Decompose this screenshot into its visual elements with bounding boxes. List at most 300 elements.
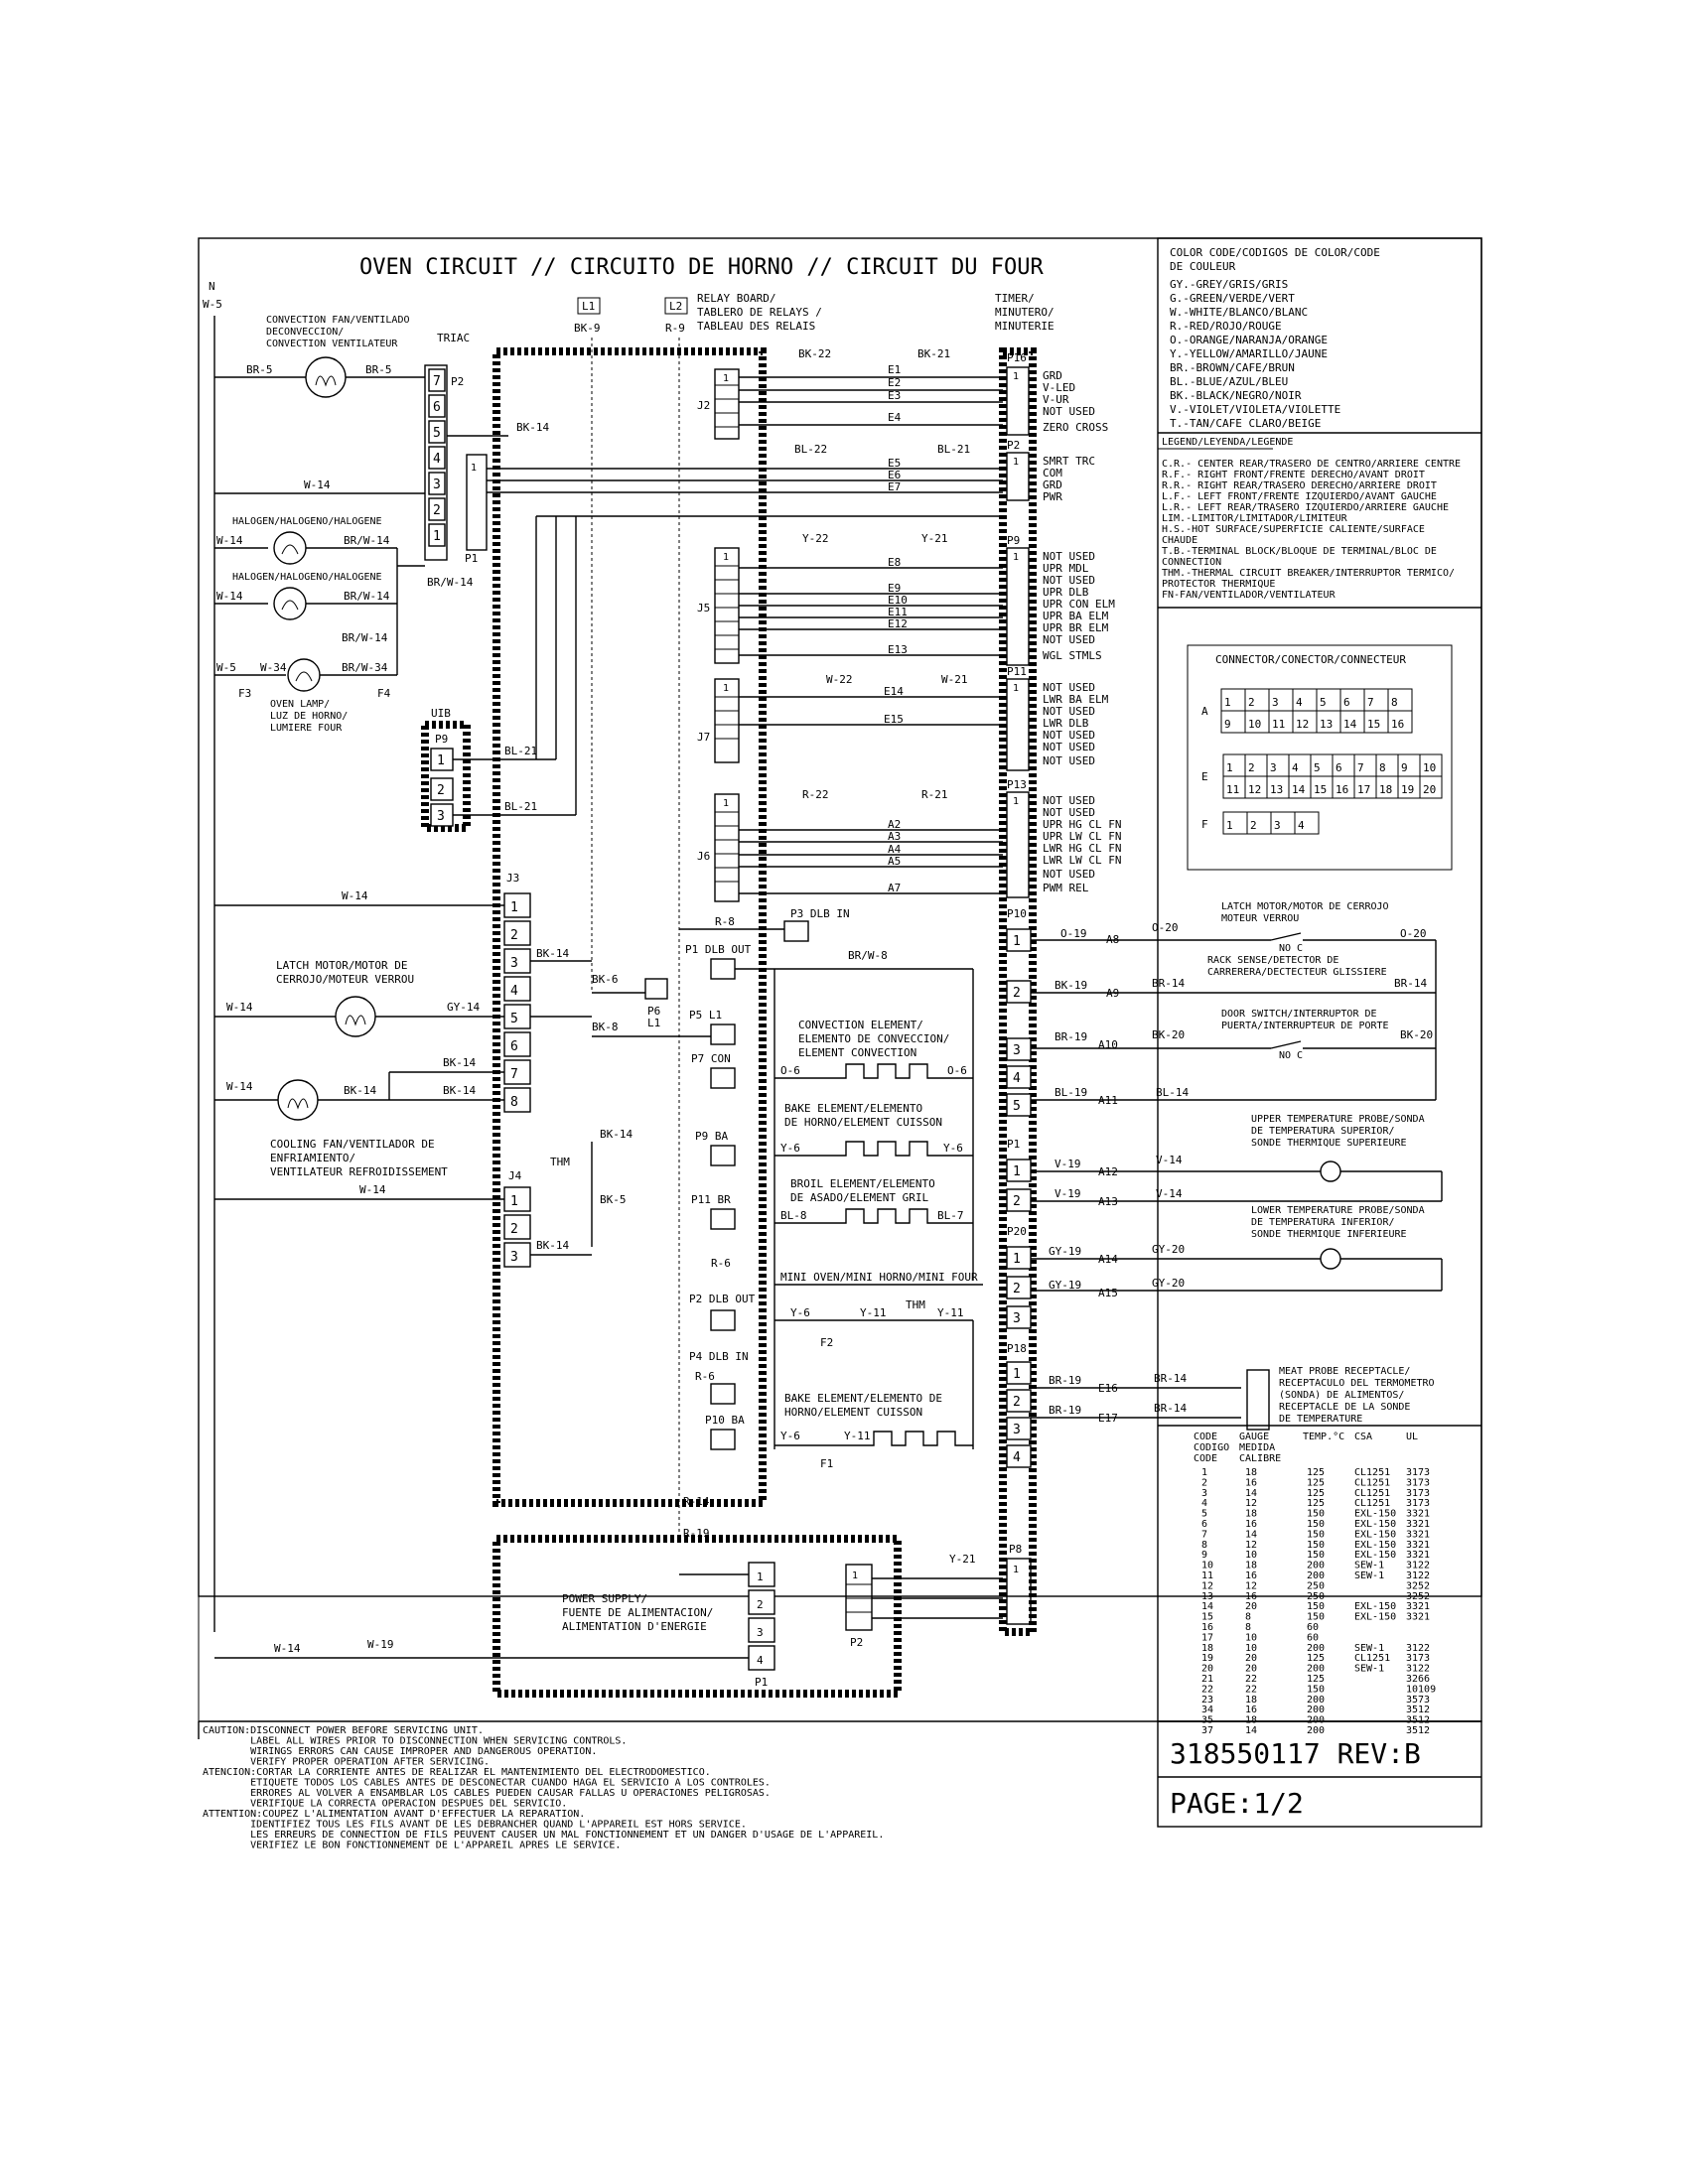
svg-text:1: 1 — [1013, 796, 1020, 807]
gauge-cell: 125 — [1307, 1467, 1326, 1478]
svg-text:BK-14: BK-14 — [344, 1084, 377, 1097]
svg-text:A12: A12 — [1098, 1165, 1118, 1178]
svg-text:E14: E14 — [884, 685, 904, 698]
svg-text:CHAUDE: CHAUDE — [1162, 535, 1198, 546]
convection-fan-label — [266, 315, 410, 349]
connector-e-pin: 12 — [1248, 783, 1262, 796]
svg-text:E8: E8 — [888, 556, 902, 569]
gauge-cell: 3122 — [1406, 1642, 1431, 1654]
gauge-cell: EXL-150 — [1354, 1508, 1397, 1520]
gauge-cell: SEW-1 — [1354, 1560, 1385, 1571]
svg-text:W-22: W-22 — [826, 673, 853, 686]
connector-e-pin: 6 — [1336, 761, 1342, 774]
gauge-cell: 23 — [1201, 1694, 1214, 1706]
svg-text:SONDE THERMIQUE INFERIEURE: SONDE THERMIQUE INFERIEURE — [1251, 1229, 1407, 1240]
svg-text:1: 1 — [1013, 1565, 1020, 1575]
svg-text:4: 4 — [757, 1654, 764, 1667]
svg-text:R.-RED/ROJO/ROUGE: R.-RED/ROJO/ROUGE — [1170, 320, 1282, 333]
svg-text:1: 1 — [510, 1194, 518, 1209]
gauge-cell: 3173 — [1406, 1498, 1431, 1510]
gauge-cell: 200 — [1307, 1642, 1326, 1654]
p4-dlb-in: P4 DLB IN — [689, 1350, 749, 1363]
svg-text:8: 8 — [510, 1095, 518, 1110]
timer-p13 — [1007, 778, 1121, 897]
svg-text:BK-20: BK-20 — [1152, 1028, 1186, 1041]
svg-text:W-19: W-19 — [367, 1638, 394, 1651]
svg-text:E11: E11 — [888, 606, 908, 618]
svg-text:DE TEMPERATURE: DE TEMPERATURE — [1279, 1414, 1363, 1425]
svg-text:BL-19: BL-19 — [1055, 1086, 1088, 1099]
svg-text:Y-6: Y-6 — [780, 1430, 800, 1442]
gauge-cell: 3266 — [1406, 1674, 1431, 1685]
gauge-cell: 18 — [1245, 1508, 1258, 1520]
svg-text:W-21: W-21 — [941, 673, 968, 686]
svg-text:DE COULEUR: DE COULEUR — [1170, 260, 1236, 273]
p5-l1: P5 L1 — [689, 1009, 723, 1022]
svg-text:1: 1 — [1013, 1164, 1021, 1179]
svg-text:H.S.-HOT SURFACE/SUPERFICIE CA: H.S.-HOT SURFACE/SUPERFICIE CALIENTE/SURFACE — [1162, 524, 1425, 535]
svg-text:7: 7 — [510, 1067, 518, 1082]
svg-text:P2: P2 — [850, 1636, 864, 1649]
gauge-cell: 8 — [1201, 1539, 1208, 1551]
svg-text:BR/W-14: BR/W-14 — [344, 534, 390, 547]
svg-text:A4: A4 — [888, 843, 902, 856]
gauge-cell: 35 — [1201, 1714, 1214, 1726]
gauge-cell: EXL-150 — [1354, 1601, 1397, 1613]
gauge-cell: 1 — [1201, 1467, 1208, 1478]
svg-text:P8: P8 — [1009, 1543, 1023, 1556]
gauge-cell: 12 — [1245, 1498, 1258, 1510]
cooling-fan-icon — [214, 1072, 504, 1178]
relay-j3 — [504, 872, 530, 1112]
svg-text:Y-21: Y-21 — [921, 532, 948, 545]
svg-text:V-14: V-14 — [1156, 1154, 1183, 1166]
bake-element — [774, 1102, 973, 1156]
gauge-cell: 22 — [1245, 1684, 1258, 1696]
svg-text:THM.-THERMAL CIRCUIT BREAKER/I: THM.-THERMAL CIRCUIT BREAKER/INTERRUPTOR TERMICO/ — [1162, 568, 1456, 579]
gauge-cell: 16 — [1201, 1622, 1214, 1633]
gauge-cell: 200 — [1307, 1714, 1326, 1726]
gauge-cell: 10 — [1245, 1632, 1258, 1644]
svg-text:TIMER/: TIMER/ — [995, 292, 1035, 305]
svg-text:BK-8: BK-8 — [592, 1021, 619, 1033]
svg-text:2: 2 — [437, 783, 445, 798]
caution-line: VERIFIEZ LE BON FONCTIONNEMENT DE L'APPAREIL APRES LE SERVICE. — [203, 1840, 622, 1851]
svg-text:1: 1 — [1013, 1367, 1021, 1382]
gauge-cell: 3 — [1201, 1487, 1208, 1499]
lower-temperature-probe — [1031, 1205, 1442, 1299]
l2-label: L2 — [669, 300, 683, 313]
gauge-cell: 3321 — [1406, 1539, 1431, 1551]
svg-text:MINUTERO/: MINUTERO/ — [995, 306, 1055, 319]
svg-text:LWR DLB: LWR DLB — [1043, 717, 1089, 730]
svg-text:2: 2 — [757, 1598, 764, 1611]
svg-text:P9: P9 — [435, 733, 449, 746]
timer-p1 — [1007, 1138, 1031, 1211]
svg-text:UPR MDL: UPR MDL — [1043, 562, 1089, 575]
svg-text:3: 3 — [437, 809, 445, 824]
gauge-cell: 3122 — [1406, 1560, 1431, 1571]
svg-text:HALOGEN/HALOGENO/HALOGENE: HALOGEN/HALOGENO/HALOGENE — [232, 516, 382, 527]
connector-e-pin: 2 — [1248, 761, 1255, 774]
svg-text:W-14: W-14 — [226, 1080, 253, 1093]
relay-j4 — [504, 1169, 530, 1267]
svg-text:4: 4 — [510, 984, 518, 999]
mini-oven-label: MINI OVEN/MINI HORNO/MINI FOUR — [780, 1271, 978, 1284]
svg-text:W-14: W-14 — [359, 1183, 386, 1196]
svg-text:CODIGO: CODIGO — [1194, 1442, 1230, 1453]
mini-oven-circuit — [774, 1298, 973, 1470]
svg-text:A10: A10 — [1098, 1038, 1118, 1051]
svg-text:1: 1 — [723, 373, 730, 384]
gauge-cell: 8 — [1245, 1622, 1252, 1633]
caution-line: IDENTIFIEZ TOUS LES FILS AVANT DE LES DEBRANCHER QUAND L'APPAREIL EST HORS SERVICE. — [203, 1819, 747, 1831]
uib-connector — [425, 707, 467, 828]
connector-e-pin: 17 — [1357, 783, 1371, 796]
svg-text:E3: E3 — [888, 389, 902, 402]
svg-text:GY.-GREY/GRIS/GRIS: GY.-GREY/GRIS/GRIS — [1170, 278, 1289, 291]
svg-text:E1: E1 — [888, 363, 902, 376]
svg-text:1: 1 — [757, 1570, 764, 1583]
gauge-cell: CL1251 — [1354, 1487, 1391, 1499]
timer-p10 — [1007, 907, 1031, 1116]
svg-text:2: 2 — [433, 503, 441, 518]
svg-text:GY-19: GY-19 — [1049, 1245, 1082, 1258]
connector-a-pin: 1 — [1224, 696, 1231, 709]
relay-j7 — [697, 679, 739, 762]
svg-text:BAKE ELEMENT/ELEMENTO: BAKE ELEMENT/ELEMENTO — [784, 1102, 923, 1115]
svg-text:W-5: W-5 — [216, 661, 236, 674]
p9-ba: P9 BA — [695, 1130, 729, 1143]
gauge-cell: 200 — [1307, 1560, 1326, 1571]
connector-e-pin: 19 — [1401, 783, 1415, 796]
svg-text:NOT USED: NOT USED — [1043, 633, 1095, 646]
svg-text:Y-11: Y-11 — [937, 1306, 964, 1319]
svg-text:E2: E2 — [888, 376, 902, 389]
svg-text:3: 3 — [1013, 1043, 1021, 1058]
svg-text:NOT USED: NOT USED — [1043, 681, 1095, 694]
svg-text:E10: E10 — [888, 594, 908, 607]
caution-line: ERRORES AL VOLVER A ENSAMBLAR LOS CABLES PUEDEN CAUSAR FALLAS U OPERACIONES PELIGROSAS. — [203, 1788, 771, 1799]
svg-text:E9: E9 — [888, 582, 902, 595]
svg-text:UPR CON ELM: UPR CON ELM — [1043, 598, 1115, 611]
svg-text:E5: E5 — [888, 457, 902, 470]
svg-text:L.F.- LEFT FRONT/FRENTE IZQUIE: L.F.- LEFT FRONT/FRENTE IZQUIERDO/AVANT GAUCHE — [1162, 491, 1437, 502]
svg-text:COOLING FAN/VENTILADOR DE: COOLING FAN/VENTILADOR DE — [270, 1138, 435, 1151]
svg-text:BK-21: BK-21 — [917, 347, 951, 360]
relay-j5 — [697, 548, 739, 663]
connector-a-pin: 13 — [1320, 718, 1334, 731]
rack-sense — [1031, 955, 1436, 1000]
svg-text:Y-6: Y-6 — [790, 1306, 810, 1319]
svg-text:BL-7: BL-7 — [937, 1209, 964, 1222]
gauge-cell: 16 — [1245, 1705, 1258, 1716]
svg-text:LUZ DE HORNO/: LUZ DE HORNO/ — [270, 711, 349, 722]
svg-text:2: 2 — [1013, 1194, 1021, 1209]
svg-text:DE TEMPERATURA INFERIOR/: DE TEMPERATURA INFERIOR/ — [1251, 1217, 1395, 1228]
gauge-cell: CL1251 — [1354, 1477, 1391, 1489]
svg-text:W-14: W-14 — [226, 1001, 253, 1014]
svg-text:R-6: R-6 — [695, 1370, 715, 1383]
svg-text:3: 3 — [1013, 1423, 1021, 1437]
svg-text:F1: F1 — [820, 1457, 834, 1470]
svg-text:GRD: GRD — [1043, 478, 1062, 491]
gauge-cell: 5 — [1201, 1508, 1208, 1520]
svg-text:1: 1 — [1013, 371, 1020, 382]
svg-text:5: 5 — [510, 1012, 518, 1026]
svg-text:2: 2 — [1013, 986, 1021, 1001]
timer-p2 — [1007, 439, 1095, 503]
p2-dlb-out: P2 DLB OUT — [689, 1293, 756, 1305]
connector-a-pin: 2 — [1248, 696, 1255, 709]
svg-text:E15: E15 — [884, 713, 904, 726]
svg-text:A5: A5 — [888, 855, 902, 868]
connector-e-pin: 16 — [1336, 783, 1349, 796]
connector-e-pin: 5 — [1314, 761, 1321, 774]
broil-element — [774, 1177, 973, 1223]
gauge-cell: 17 — [1201, 1632, 1214, 1644]
svg-text:UPR BA ELM: UPR BA ELM — [1043, 610, 1109, 622]
gauge-cell: 18 — [1245, 1714, 1258, 1726]
gauge-cell: 18 — [1245, 1467, 1258, 1478]
svg-text:ELEMENTO DE CONVECCION/: ELEMENTO DE CONVECCION/ — [798, 1032, 950, 1045]
gauge-cell: 200 — [1307, 1694, 1326, 1706]
svg-text:W-14: W-14 — [274, 1642, 301, 1655]
caution-line: ETIQUETE TODOS LOS CABLES ANTES DE DESCONECTAR CUANDO HAGA EL SERVICIO A LOS CONTROLES. — [203, 1777, 771, 1789]
relay-j2 — [697, 369, 739, 439]
gauge-cell: 14 — [1245, 1725, 1258, 1736]
connector-f-pin: 4 — [1298, 819, 1305, 832]
convection-fan-motor-icon — [306, 357, 346, 397]
gauge-cell: 10 — [1245, 1550, 1258, 1562]
svg-text:1: 1 — [1013, 934, 1021, 949]
svg-text:LWR BA ELM: LWR BA ELM — [1043, 693, 1109, 706]
svg-text:R-9: R-9 — [665, 322, 685, 335]
svg-text:V.-VIOLET/VIOLETA/VIOLETTE: V.-VIOLET/VIOLETA/VIOLETTE — [1170, 403, 1341, 416]
svg-text:CSA: CSA — [1354, 1432, 1373, 1442]
svg-text:BR/W-14: BR/W-14 — [342, 631, 388, 644]
gauge-cell: 3512 — [1406, 1705, 1431, 1716]
svg-text:J6: J6 — [697, 850, 711, 863]
gauge-cell: EXL-150 — [1354, 1519, 1397, 1530]
svg-text:P16: P16 — [1007, 351, 1027, 364]
svg-text:P9: P9 — [1007, 534, 1021, 547]
svg-text:A2: A2 — [888, 818, 902, 831]
gauge-cell: 18 — [1245, 1694, 1258, 1706]
svg-text:Y-11: Y-11 — [860, 1306, 887, 1319]
gauge-cell: 3512 — [1406, 1725, 1431, 1736]
gauge-cell: 19 — [1201, 1653, 1214, 1665]
power-supply — [562, 1563, 872, 1689]
svg-text:R-22: R-22 — [802, 788, 829, 801]
svg-text:7: 7 — [433, 374, 441, 389]
svg-text:LWR LW CL FN: LWR LW CL FN — [1043, 854, 1122, 867]
gauge-cell: 3321 — [1406, 1519, 1431, 1530]
bl19-circuit — [1031, 1086, 1436, 1107]
gauge-cell: 125 — [1307, 1498, 1326, 1510]
svg-text:BK-5: BK-5 — [600, 1193, 627, 1206]
halogen-lamp-2-icon — [214, 572, 397, 619]
connector-a-pin: 7 — [1367, 696, 1374, 709]
svg-text:(SONDA) DE ALIMENTOS/: (SONDA) DE ALIMENTOS/ — [1279, 1390, 1405, 1401]
connector-e-pin: 14 — [1292, 783, 1306, 796]
connector-a-pin: 11 — [1272, 718, 1286, 731]
svg-text:HORNO/ELEMENT CUISSON: HORNO/ELEMENT CUISSON — [784, 1406, 923, 1419]
gauge-cell: 60 — [1307, 1632, 1320, 1644]
connector-f-pin: 2 — [1250, 819, 1257, 832]
svg-text:WGL STMLS: WGL STMLS — [1043, 649, 1102, 662]
svg-text:SMRT TRC: SMRT TRC — [1043, 455, 1095, 468]
gauge-cell: 21 — [1201, 1674, 1214, 1685]
svg-text:G.-GREEN/VERDE/VERT: G.-GREEN/VERDE/VERT — [1170, 292, 1295, 305]
svg-text:W-34: W-34 — [260, 661, 287, 674]
svg-text:4: 4 — [1013, 1071, 1021, 1086]
gauge-cell: 6 — [1201, 1519, 1208, 1530]
connector-a-pin: 8 — [1391, 696, 1398, 709]
connector-e-pin: 18 — [1379, 783, 1393, 796]
svg-text:BR-19: BR-19 — [1055, 1030, 1088, 1043]
caution-line: LABEL ALL WIRES PRIOR TO DISCONNECTION WHEN SERVICING CONTROLS. — [203, 1735, 628, 1747]
svg-text:1: 1 — [433, 529, 441, 544]
svg-text:BK-19: BK-19 — [1055, 979, 1088, 992]
svg-text:BR-14: BR-14 — [1154, 1402, 1188, 1415]
svg-text:E: E — [1201, 770, 1208, 783]
svg-text:J7: J7 — [697, 731, 711, 744]
gauge-cell: 250 — [1307, 1580, 1326, 1592]
gauge-cell: 150 — [1307, 1529, 1326, 1541]
svg-text:BL-21: BL-21 — [937, 443, 971, 456]
svg-text:BL-21: BL-21 — [504, 800, 538, 813]
connector-e-pin: 3 — [1270, 761, 1277, 774]
svg-text:RELAY BOARD/: RELAY BOARD/ — [697, 292, 776, 305]
relay-j6 — [697, 794, 739, 901]
svg-text:BK.-BLACK/NEGRO/NOIR: BK.-BLACK/NEGRO/NOIR — [1170, 389, 1302, 402]
gauge-cell: 15 — [1201, 1611, 1214, 1623]
gauge-cell: 10109 — [1406, 1684, 1437, 1696]
svg-text:NOT USED: NOT USED — [1043, 868, 1095, 881]
gauge-cell: 3173 — [1406, 1467, 1431, 1478]
door-switch — [1031, 1009, 1436, 1061]
svg-text:NOT USED: NOT USED — [1043, 574, 1095, 587]
svg-text:CONVECTION VENTILATEUR: CONVECTION VENTILATEUR — [266, 339, 398, 349]
color-code-panel — [1170, 246, 1380, 430]
svg-text:2: 2 — [1013, 1282, 1021, 1297]
svg-text:LOWER TEMPERATURE PROBE/SONDA: LOWER TEMPERATURE PROBE/SONDA — [1251, 1205, 1425, 1216]
svg-text:CODE: CODE — [1194, 1453, 1218, 1464]
upper-temperature-probe — [1031, 1114, 1442, 1208]
connector-e-pin: 4 — [1292, 761, 1299, 774]
svg-text:FUENTE DE ALIMENTACION/: FUENTE DE ALIMENTACION/ — [562, 1606, 714, 1619]
svg-text:UPR LW CL FN: UPR LW CL FN — [1043, 830, 1122, 843]
timer-p11 — [1007, 665, 1109, 770]
svg-text:POWER SUPPLY/: POWER SUPPLY/ — [562, 1592, 648, 1605]
svg-text:Y.-YELLOW/AMARILLO/JAUNE: Y.-YELLOW/AMARILLO/JAUNE — [1170, 347, 1328, 360]
svg-text:A8: A8 — [1106, 933, 1120, 946]
svg-text:A7: A7 — [888, 882, 902, 894]
svg-text:BR-14: BR-14 — [1154, 1372, 1188, 1385]
gauge-cell: 125 — [1307, 1477, 1326, 1489]
svg-text:A11: A11 — [1098, 1094, 1118, 1107]
svg-text:PROTECTOR THERMIQUE: PROTECTOR THERMIQUE — [1162, 579, 1276, 590]
caution-line: ATENCION:CORTAR LA CORRIENTE ANTES DE REALIZAR EL MANTENIMIENTO DEL ELECTRODOMESTICO. — [203, 1767, 711, 1778]
svg-text:W-14: W-14 — [216, 534, 243, 547]
svg-text:BK-20: BK-20 — [1400, 1028, 1434, 1041]
svg-text:P13: P13 — [1007, 778, 1027, 791]
svg-text:RECEPTACLE DE LA SONDE: RECEPTACLE DE LA SONDE — [1279, 1402, 1411, 1413]
svg-text:HALOGEN/HALOGENO/HALOGENE: HALOGEN/HALOGENO/HALOGENE — [232, 572, 382, 583]
latch-motor-icon — [214, 959, 504, 1036]
svg-text:P1: P1 — [465, 552, 479, 565]
svg-text:O-19: O-19 — [1060, 927, 1087, 940]
svg-text:BR/W-14: BR/W-14 — [427, 576, 474, 589]
svg-text:CONNECTION: CONNECTION — [1162, 557, 1222, 568]
gauge-cell: 9 — [1201, 1550, 1208, 1562]
svg-text:TABLERO DE RELAYS /: TABLERO DE RELAYS / — [697, 306, 822, 319]
svg-text:DOOR SWITCH/INTERRUPTOR DE: DOOR SWITCH/INTERRUPTOR DE — [1221, 1009, 1377, 1020]
svg-text:THM: THM — [906, 1298, 925, 1311]
svg-text:C.R.- CENTER REAR/TRASERO DE C: C.R.- CENTER REAR/TRASERO DE CENTRO/ARRIERE CENTRE — [1162, 459, 1462, 470]
svg-text:UPR DLB: UPR DLB — [1043, 586, 1089, 599]
svg-text:Y-6: Y-6 — [780, 1142, 800, 1155]
svg-text:R-14: R-14 — [683, 1495, 710, 1508]
svg-text:LIM.-LIMITOR/LIMITADOR/LIMITEU: LIM.-LIMITOR/LIMITADOR/LIMITEUR — [1162, 513, 1347, 524]
svg-text:ELEMENT CONVECTION: ELEMENT CONVECTION — [798, 1046, 917, 1059]
svg-text:J4: J4 — [508, 1169, 522, 1182]
svg-text:GY-20: GY-20 — [1152, 1243, 1186, 1256]
svg-text:BR-19: BR-19 — [1049, 1374, 1082, 1387]
oven-lamp-icon — [214, 659, 397, 734]
svg-text:LATCH MOTOR/MOTOR DE: LATCH MOTOR/MOTOR DE — [276, 959, 408, 972]
gauge-cell: 4 — [1201, 1498, 1208, 1510]
halogen-lamp-1-icon — [214, 516, 397, 564]
connector-a-pin: 6 — [1343, 696, 1350, 709]
svg-text:BL-21: BL-21 — [504, 745, 538, 757]
connector-e-pin: 7 — [1357, 761, 1364, 774]
gauge-cell: 18 — [1201, 1642, 1214, 1654]
svg-text:BR-5: BR-5 — [365, 363, 392, 376]
document-number: 318550117 REV:B — [1170, 1737, 1421, 1770]
gauge-cell: 16 — [1245, 1519, 1258, 1530]
gauge-cell: 3173 — [1406, 1477, 1431, 1489]
convection-element — [774, 1019, 973, 1078]
svg-text:V-UR: V-UR — [1043, 393, 1069, 406]
gauge-cell: 250 — [1307, 1590, 1326, 1602]
svg-text:NOT USED: NOT USED — [1043, 806, 1095, 819]
svg-text:UPPER TEMPERATURE PROBE/SONDA: UPPER TEMPERATURE PROBE/SONDA — [1251, 1114, 1425, 1125]
svg-text:CERROJO/MOTEUR VERROU: CERROJO/MOTEUR VERROU — [276, 973, 415, 986]
gauge-cell: EXL-150 — [1354, 1611, 1397, 1623]
svg-text:5: 5 — [433, 426, 441, 441]
gauge-cell: 3122 — [1406, 1663, 1431, 1675]
svg-text:SONDE THERMIQUE SUPERIEURE: SONDE THERMIQUE SUPERIEURE — [1251, 1138, 1407, 1149]
svg-text:P10: P10 — [1007, 907, 1027, 920]
gauge-cell: 20 — [1201, 1663, 1214, 1675]
page-number: PAGE:1/2 — [1170, 1787, 1304, 1820]
svg-text:P18: P18 — [1007, 1342, 1027, 1355]
gauge-cell: 2 — [1201, 1477, 1208, 1489]
svg-text:BR/W-14: BR/W-14 — [344, 590, 390, 603]
svg-text:V-14: V-14 — [1156, 1187, 1183, 1200]
svg-text:Y-11: Y-11 — [844, 1430, 871, 1442]
gauge-cell: 200 — [1307, 1705, 1326, 1716]
svg-text:R-8: R-8 — [715, 915, 735, 928]
svg-text:BR.-BROWN/CAFE/BRUN: BR.-BROWN/CAFE/BRUN — [1170, 361, 1295, 374]
gauge-cell: CL1251 — [1354, 1467, 1391, 1478]
caution-line: ATTENTION:COUPEZ L'ALIMENTATION AVANT D'EFFECTUER LA REPARATION. — [203, 1809, 586, 1820]
svg-text:R-6: R-6 — [711, 1257, 731, 1270]
svg-text:E6: E6 — [888, 469, 902, 481]
svg-text:V-19: V-19 — [1055, 1158, 1081, 1170]
